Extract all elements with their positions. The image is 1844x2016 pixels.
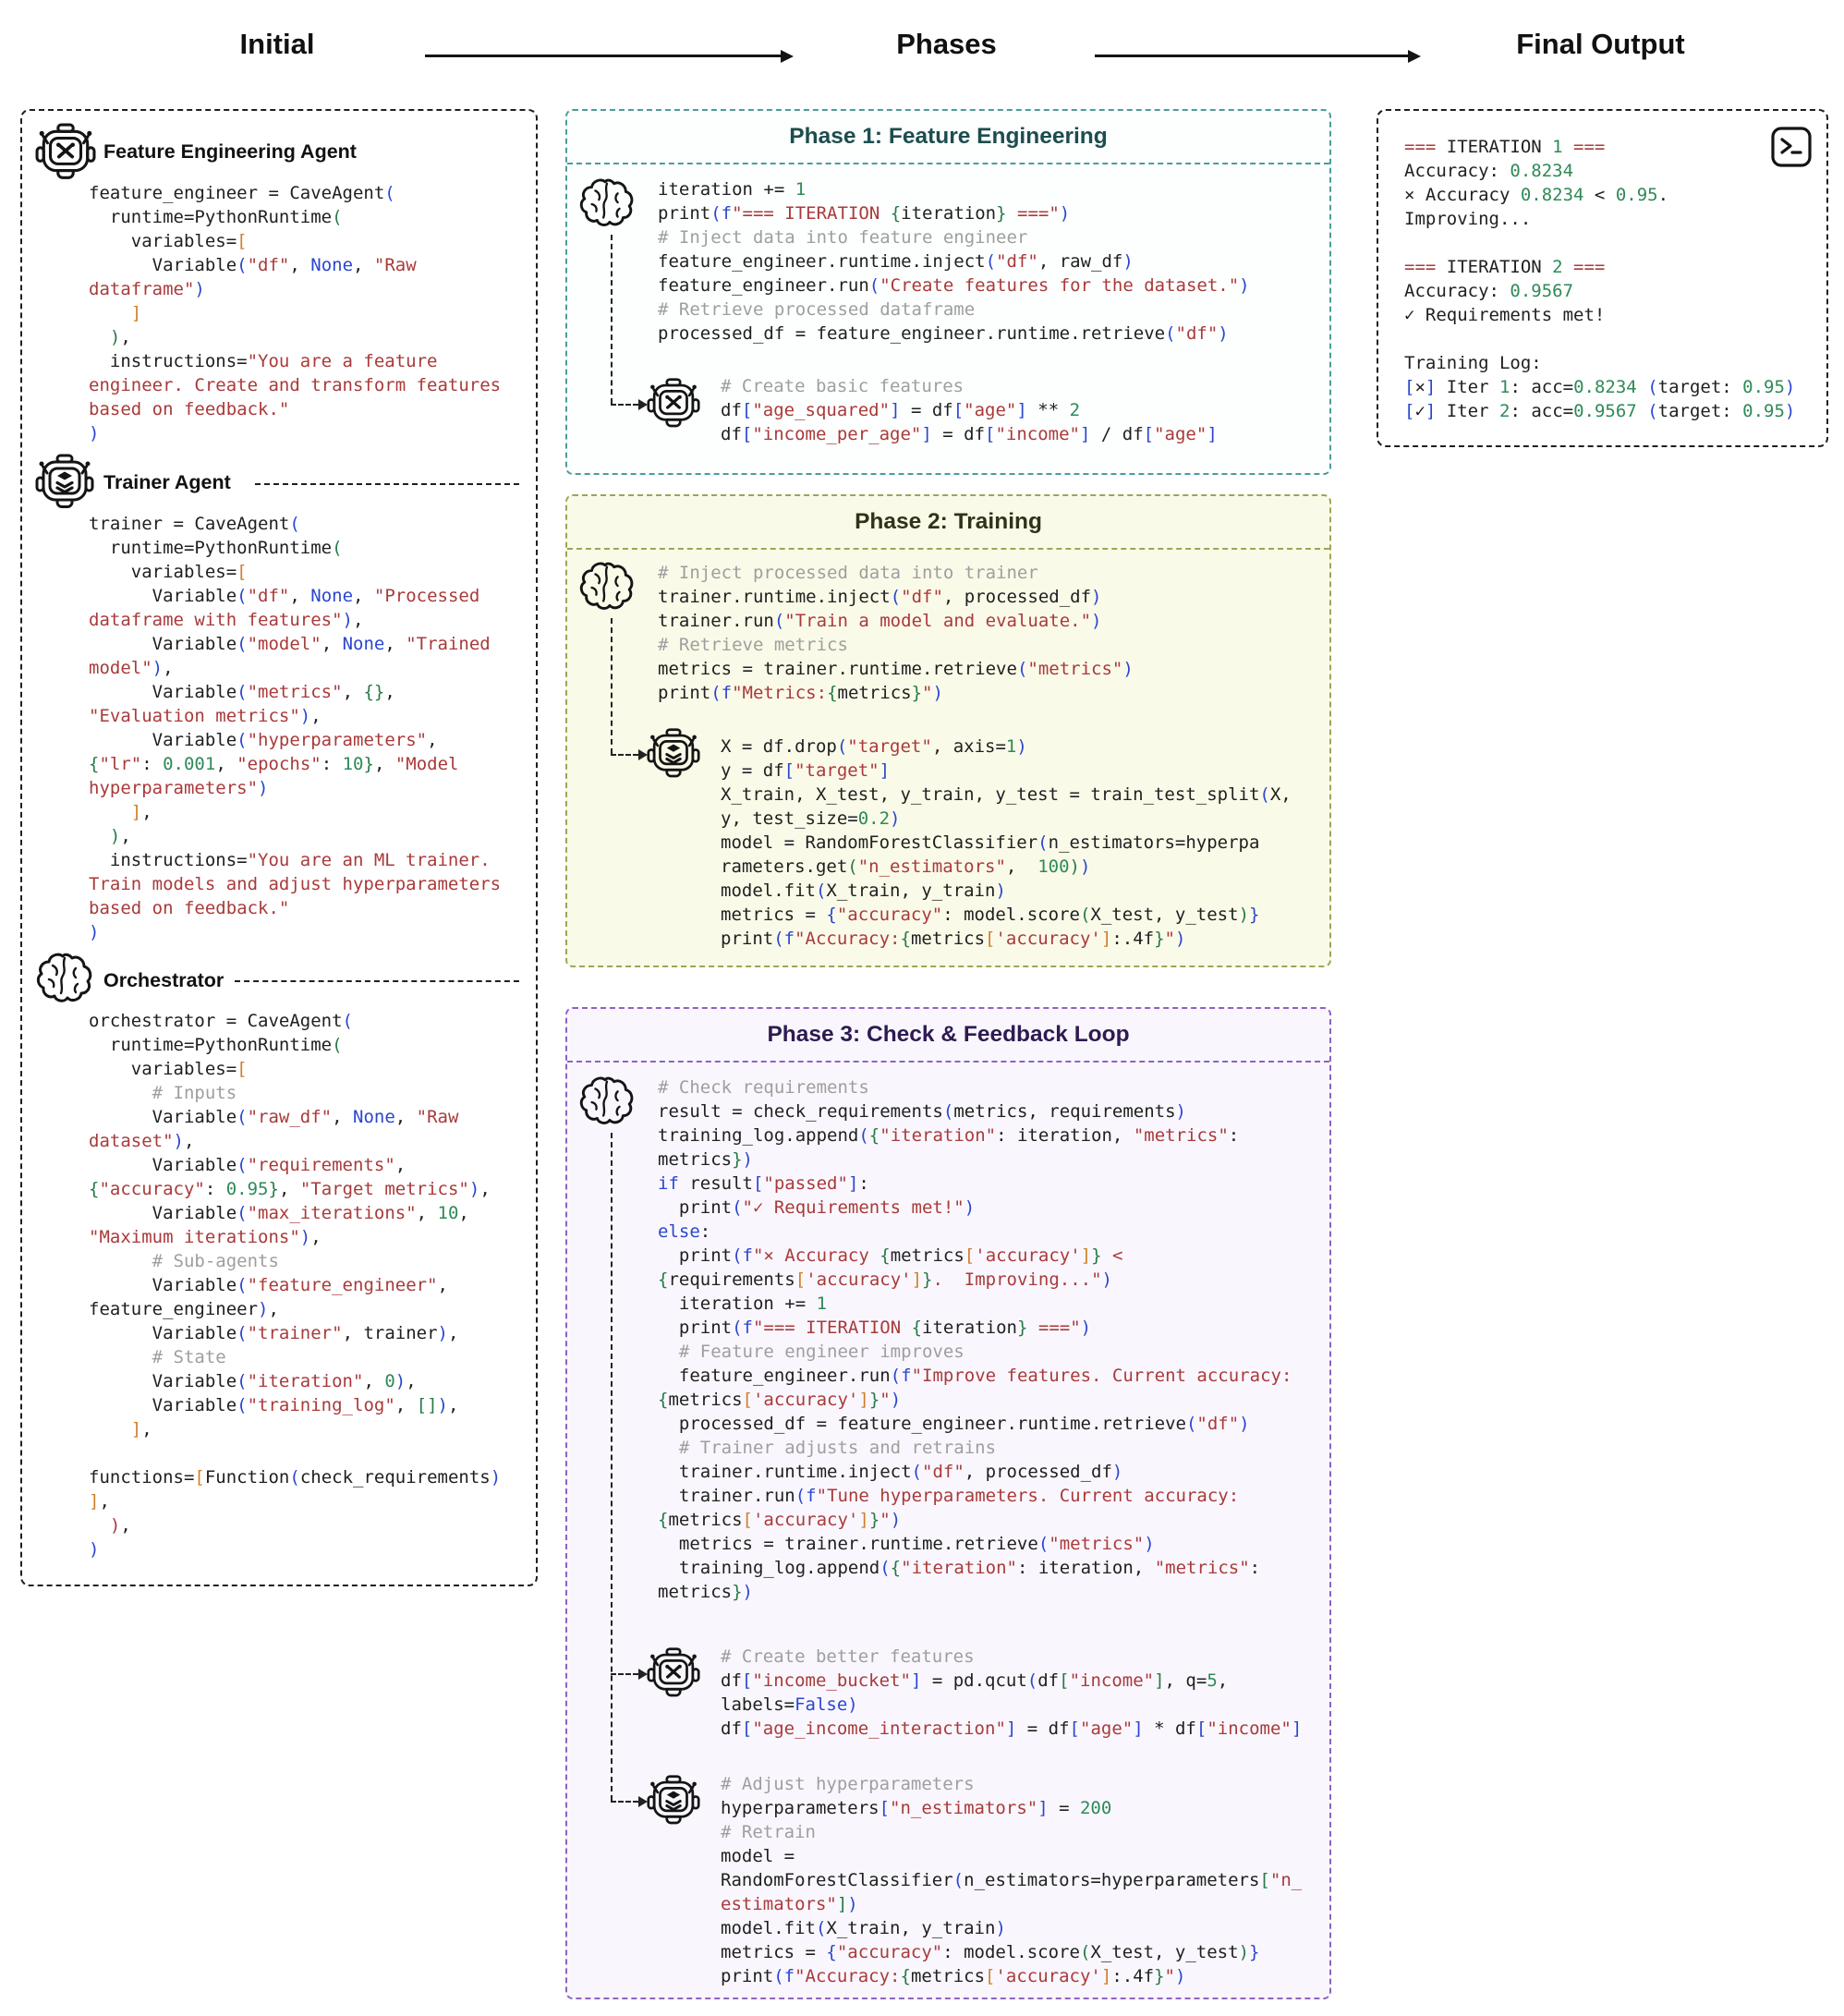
code-line: dataframe with features"), bbox=[89, 610, 364, 630]
code-line: runtime=PythonRuntime( bbox=[89, 207, 343, 227]
code-line: Variable("trainer", trainer), bbox=[89, 1323, 459, 1343]
code-line: else: bbox=[658, 1221, 711, 1242]
code-line: ) bbox=[89, 1539, 100, 1560]
code-line: ) bbox=[89, 423, 100, 443]
code-line: feature_engineer.run(f"Improve features. Current accuracy: bbox=[658, 1366, 1292, 1386]
code-line: Variable("hyperparameters", bbox=[89, 730, 438, 750]
robot-stack-icon bbox=[35, 453, 94, 512]
code-line: model"), bbox=[89, 658, 174, 678]
code-line: print(f"Metrics:{metrics}") bbox=[658, 683, 943, 703]
code-line: ), bbox=[109, 826, 131, 846]
code-line: model.fit(X_train, y_train) bbox=[721, 880, 1006, 901]
code-line: {requirements['accuracy']}. Improving...") bbox=[658, 1269, 1112, 1290]
code-line: # Retrieve processed dataframe bbox=[658, 299, 976, 320]
phase-1-orchestrator-code bbox=[658, 177, 1250, 346]
code-line: Variable("training_log", []), bbox=[89, 1395, 459, 1415]
code-line: Training Log: bbox=[1404, 353, 1542, 373]
code-line: print(f"× Accuracy {metrics['accuracy']} < bbox=[658, 1245, 1123, 1266]
code-line: orchestrator = CaveAgent( bbox=[89, 1011, 353, 1031]
code-line: labels=False) bbox=[721, 1694, 858, 1715]
code-line: hyperparameters["n_estimators"] = 200 bbox=[721, 1798, 1112, 1818]
connector-line bbox=[611, 618, 613, 754]
code-line: === ITERATION 2 === bbox=[1404, 257, 1606, 277]
code-line: === ITERATION 1 === bbox=[1404, 137, 1606, 157]
orchestrator-section-divider bbox=[235, 980, 519, 982]
code-line: hyperparameters") bbox=[89, 778, 269, 798]
code-line: based on feedback." bbox=[89, 898, 290, 918]
phase-1-agent-code bbox=[721, 374, 1218, 446]
phase-2-title: Phase 2: Training bbox=[567, 496, 1329, 550]
code-line: # Inject data into feature engineer bbox=[658, 227, 1028, 248]
robot-tools-icon bbox=[647, 1646, 700, 1700]
final-output-panel bbox=[1377, 109, 1828, 447]
phase-2-orchestrator-code bbox=[658, 561, 1134, 705]
code-line: # Adjust hyperparameters bbox=[721, 1774, 975, 1794]
code-line: ) bbox=[89, 922, 100, 942]
code-line: metrics}) bbox=[658, 1582, 753, 1602]
code-line: # Sub-agents bbox=[152, 1251, 279, 1271]
code-line: Accuracy: 0.8234 bbox=[1404, 161, 1574, 181]
code-line: print(f"=== ITERATION {iteration} ===") bbox=[658, 203, 1071, 224]
code-line bbox=[89, 1441, 501, 1465]
code-line: print("✓ Requirements met!") bbox=[658, 1197, 976, 1218]
initial-agents-panel bbox=[20, 109, 538, 1586]
code-line: engineer. Create and transform features bbox=[89, 375, 502, 395]
code-line: [×] Iter 1: acc=0.8234 (target: 0.95) bbox=[1404, 377, 1796, 397]
code-line: ), bbox=[109, 327, 131, 347]
code-line: × Accuracy 0.8234 < 0.95. bbox=[1404, 185, 1669, 205]
code-line: iteration += 1 bbox=[658, 179, 807, 200]
code-line: ✓ Requirements met! bbox=[1404, 305, 1606, 325]
code-line: Variable("df", None, "Raw bbox=[89, 255, 417, 275]
phase-box-2 bbox=[565, 494, 1331, 967]
code-line: X_train, X_test, y_train, y_test = train_test_split(X, bbox=[721, 784, 1292, 805]
code-line: Variable("raw_df", None, "Raw bbox=[89, 1107, 459, 1127]
code-line: # Trainer adjusts and retrains bbox=[678, 1438, 997, 1458]
code-line: metrics}) bbox=[658, 1149, 753, 1170]
code-line: processed_df = feature_engineer.runtime.retrieve("df") bbox=[658, 323, 1229, 344]
code-line: if result["passed"]: bbox=[658, 1173, 869, 1194]
code-line: # Check requirements bbox=[658, 1077, 869, 1098]
code-line: trainer.run(f"Tune hyperparameters. Current accuracy: bbox=[658, 1486, 1240, 1506]
phase-box-3 bbox=[565, 1007, 1331, 1999]
code-line: processed_df = feature_engineer.runtime.retrieve("df") bbox=[658, 1414, 1250, 1434]
code-line: {metrics['accuracy']}") bbox=[658, 1510, 902, 1530]
code-line: runtime=PythonRuntime( bbox=[89, 1035, 343, 1055]
phase-3-trainer-agent-code bbox=[721, 1772, 1302, 1988]
code-line bbox=[1404, 231, 1795, 255]
phase-3-title: Phase 3: Check & Feedback Loop bbox=[567, 1009, 1329, 1063]
robot-tools-icon bbox=[647, 377, 700, 431]
code-line: Variable("df", None, "Processed bbox=[89, 586, 480, 606]
column-header-initial: Initial bbox=[239, 28, 315, 60]
phase-2-agent-code bbox=[721, 735, 1292, 951]
code-line: {"accuracy": 0.95}, "Target metrics"), bbox=[89, 1179, 491, 1199]
trainer-section-divider bbox=[255, 483, 519, 485]
code-line: ), bbox=[109, 1515, 131, 1536]
code-line: training_log.append({"iteration": iteration, "metrics": bbox=[658, 1558, 1261, 1578]
code-line: functions=[Function(check_requirements) bbox=[89, 1467, 502, 1488]
code-line: ], bbox=[130, 802, 152, 822]
code-line: rameters.get("n_estimators", 100)) bbox=[721, 856, 1091, 877]
connector-line bbox=[611, 1133, 613, 1801]
code-line: feature_engineer), bbox=[89, 1299, 279, 1319]
agent-title-orchestrator: Orchestrator bbox=[103, 969, 224, 991]
code-line: based on feedback." bbox=[89, 399, 290, 419]
code-line: # Retrieve metrics bbox=[658, 635, 848, 655]
code-line: Improving... bbox=[1404, 209, 1532, 229]
code-line: trainer.runtime.inject("df", processed_df) bbox=[658, 587, 1102, 607]
code-line: runtime=PythonRuntime( bbox=[89, 538, 343, 558]
code-line: df["income_per_age"] = df["income"] / df["age"] bbox=[721, 424, 1218, 444]
code-line: trainer.runtime.inject("df", processed_df) bbox=[658, 1462, 1123, 1482]
code-line: # Feature engineer improves bbox=[678, 1342, 964, 1362]
code-line: # Retrain bbox=[721, 1822, 816, 1842]
code-line: RandomForestClassifier(n_estimators=hyperparameters["n_ bbox=[721, 1870, 1303, 1890]
code-line: "Maximum iterations"), bbox=[89, 1227, 321, 1247]
code-line: model = bbox=[721, 1846, 795, 1866]
flow-arrow-phases-to-final bbox=[1095, 55, 1409, 57]
connector-arrow bbox=[611, 1673, 638, 1675]
code-line: print(f"Accuracy:{metrics['accuracy']:.4f}") bbox=[721, 929, 1186, 949]
code-line: variables=[ bbox=[89, 231, 248, 251]
code-line: # Inject processed data into trainer bbox=[658, 563, 1038, 583]
code-line: iteration += 1 bbox=[658, 1293, 828, 1314]
brain-icon bbox=[578, 176, 636, 233]
robot-stack-icon bbox=[647, 727, 700, 781]
code-line: y = df["target"] bbox=[721, 760, 891, 781]
code-line: print(f"Accuracy:{metrics['accuracy']:.4f}") bbox=[721, 1966, 1186, 1986]
code-block-trainer bbox=[89, 512, 501, 944]
code-line: Variable("max_iterations", 10, bbox=[89, 1203, 469, 1223]
phase-3-orchestrator-code bbox=[658, 1075, 1292, 1604]
code-line: # Create basic features bbox=[721, 376, 964, 396]
code-line: Variable("model", None, "Trained bbox=[89, 634, 491, 654]
code-line: ], bbox=[130, 1419, 152, 1439]
phase-box-1 bbox=[565, 109, 1331, 475]
code-line: {"lr": 0.001, "epochs": 10}, "Model bbox=[89, 754, 459, 774]
column-header-final-output: Final Output bbox=[1516, 28, 1685, 60]
code-line: # State bbox=[152, 1347, 226, 1367]
code-line: df["age_income_interaction"] = df["age"] * df["income"] bbox=[721, 1718, 1303, 1739]
column-header-phases: Phases bbox=[896, 28, 997, 60]
code-line: training_log.append({"iteration": iteration, "metrics": bbox=[658, 1125, 1240, 1146]
agent-title-feature-engineer: Feature Engineering Agent bbox=[103, 140, 357, 163]
code-line: Accuracy: 0.9567 bbox=[1404, 281, 1574, 301]
code-line: {metrics['accuracy']}") bbox=[658, 1390, 902, 1410]
code-line: feature_engineer.runtime.inject("df", raw_df) bbox=[658, 251, 1134, 272]
code-line: trainer = CaveAgent( bbox=[89, 514, 300, 534]
code-line: y, test_size=0.2) bbox=[721, 808, 901, 829]
code-line: instructions="You are an ML trainer. bbox=[89, 850, 491, 870]
code-line: [✓] Iter 2: acc=0.9567 (target: 0.95) bbox=[1404, 401, 1796, 421]
code-block-feature-engineer bbox=[89, 181, 501, 445]
code-line: Variable("metrics", {}, bbox=[89, 682, 395, 702]
code-line: model = RandomForestClassifier(n_estimators=hyperpa bbox=[721, 832, 1260, 853]
brain-icon bbox=[578, 1074, 636, 1131]
robot-stack-icon bbox=[647, 1774, 700, 1828]
agent-title-trainer: Trainer Agent bbox=[103, 471, 231, 493]
code-line: model.fit(X_train, y_train) bbox=[721, 1918, 1006, 1938]
code-line: trainer.run("Train a model and evaluate.") bbox=[658, 611, 1102, 631]
code-line: variables=[ bbox=[89, 1059, 248, 1079]
code-line: X = df.drop("target", axis=1) bbox=[721, 736, 1027, 757]
code-line: Variable("feature_engineer", bbox=[89, 1275, 448, 1295]
code-line: Variable("requirements", bbox=[89, 1155, 406, 1175]
code-line: # Inputs bbox=[152, 1083, 237, 1103]
code-line: dataframe") bbox=[89, 279, 205, 299]
robot-tools-icon bbox=[35, 122, 96, 183]
connector-arrow bbox=[611, 754, 638, 756]
code-line: metrics = {"accuracy": model.score(X_test, y_test)} bbox=[721, 1942, 1260, 1962]
code-line: Variable("iteration", 0), bbox=[89, 1371, 417, 1391]
code-line: instructions="You are a feature bbox=[89, 351, 438, 371]
code-line: # Create better features bbox=[721, 1646, 975, 1667]
code-line bbox=[1404, 327, 1795, 351]
connector-line bbox=[611, 235, 613, 404]
code-line: feature_engineer = CaveAgent( bbox=[89, 183, 395, 203]
code-line: ], bbox=[89, 1491, 110, 1512]
brain-icon bbox=[578, 559, 636, 616]
phase-1-title: Phase 1: Feature Engineering bbox=[567, 111, 1329, 164]
code-line: metrics = {"accuracy": model.score(X_test, y_test)} bbox=[721, 905, 1260, 925]
connector-arrow bbox=[611, 1801, 638, 1803]
code-line: estimators"]) bbox=[721, 1894, 858, 1914]
code-line: metrics = trainer.runtime.retrieve("metrics") bbox=[658, 659, 1134, 679]
code-line: variables=[ bbox=[89, 562, 248, 582]
phase-3-feature-agent-code bbox=[721, 1645, 1302, 1741]
code-line: result = check_requirements(metrics, requirements) bbox=[658, 1101, 1186, 1122]
code-line: ] bbox=[130, 303, 142, 323]
code-line: dataset"), bbox=[89, 1131, 195, 1151]
code-line: Train models and adjust hyperparameters bbox=[89, 874, 502, 894]
brain-icon bbox=[35, 950, 94, 1009]
code-line: feature_engineer.run("Create features for the dataset.") bbox=[658, 275, 1250, 296]
terminal-output bbox=[1404, 135, 1795, 423]
code-line: metrics = trainer.runtime.retrieve("metrics") bbox=[658, 1534, 1155, 1554]
code-line: df["income_bucket"] = pd.qcut(df["income"], q=5, bbox=[721, 1670, 1229, 1691]
connector-arrow bbox=[611, 404, 638, 406]
code-line: "Evaluation metrics"), bbox=[89, 706, 321, 726]
code-line: print(f"=== ITERATION {iteration} ===") bbox=[658, 1318, 1092, 1338]
code-line: df["age_squared"] = df["age"] ** 2 bbox=[721, 400, 1081, 420]
code-block-orchestrator bbox=[89, 1009, 501, 1561]
